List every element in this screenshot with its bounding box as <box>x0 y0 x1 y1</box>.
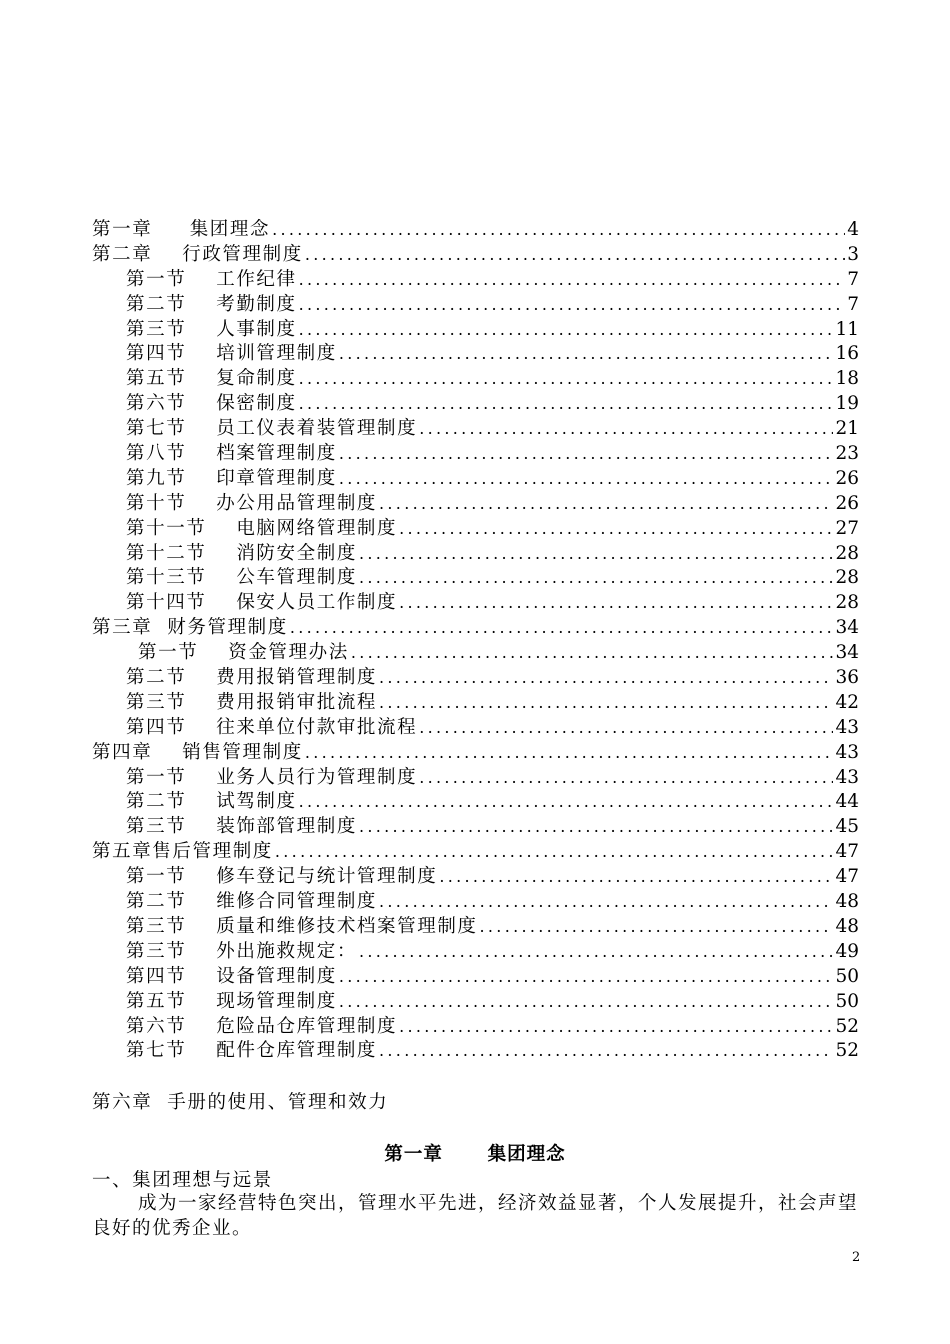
toc-entry-title: 第一章 集团理念 <box>92 219 271 240</box>
chapter-six-title: 第六章 手册的使用、管理和效力 <box>92 1092 389 1113</box>
toc-entry-title: 第九节 印章管理制度 <box>126 467 337 489</box>
toc-entry-title: 第一节 业务人员行为管理制度 <box>126 766 418 788</box>
toc-entry[interactable] <box>92 915 859 940</box>
toc-entry-page: 52 <box>835 1015 859 1037</box>
toc-leader-dots <box>419 766 833 791</box>
toc-leader-dots <box>379 1039 833 1064</box>
toc-entry-page: 48 <box>835 891 859 913</box>
toc-entry-title: 第十四节 保安人员工作制度 <box>126 592 398 614</box>
toc-leader-dots <box>379 492 833 517</box>
toc-leader-dots <box>379 890 833 915</box>
toc-entry[interactable] <box>92 890 859 915</box>
toc-entry-page: 34 <box>835 642 859 664</box>
toc-entry-title: 第六节 保密制度 <box>126 393 297 415</box>
toc-leader-dots <box>299 293 846 318</box>
toc-entry-page: 50 <box>835 990 859 1012</box>
toc-entry[interactable] <box>92 392 859 417</box>
toc-entry[interactable] <box>92 367 859 392</box>
toc-leader-dots <box>399 1015 833 1040</box>
toc-entry-title: 第十二节 消防安全制度 <box>126 542 357 564</box>
toc-leader-dots <box>299 318 834 343</box>
toc-entry-page: 7 <box>847 268 859 290</box>
toc-entry[interactable] <box>92 815 859 840</box>
toc-entry[interactable] <box>92 467 859 492</box>
toc-entry-title: 第八节 档案管理制度 <box>126 443 337 465</box>
toc-entry[interactable] <box>92 492 859 517</box>
toc-leader-dots <box>299 268 846 293</box>
toc-leader-dots <box>275 840 834 865</box>
toc-entry-page: 47 <box>835 841 859 863</box>
toc-entry[interactable] <box>92 293 859 318</box>
toc-leader-dots <box>339 442 834 467</box>
toc-entry-title: 第二节 试驾制度 <box>126 791 297 813</box>
toc-entry-page: 48 <box>835 915 859 937</box>
toc-leader-dots <box>339 342 834 367</box>
toc-entry-title: 第二节 费用报销管理制度 <box>126 667 378 689</box>
toc-leader-dots <box>419 417 833 442</box>
toc-entry-title: 第一节 资金管理办法 <box>138 642 349 664</box>
toc-entry-page: 42 <box>835 691 859 713</box>
toc-entry-page: 7 <box>847 293 859 315</box>
toc-entry[interactable] <box>92 840 859 865</box>
toc-entry-title: 第二节 维修合同管理制度 <box>126 891 378 913</box>
toc-entry-page: 49 <box>835 940 859 962</box>
toc-entry[interactable] <box>92 716 859 741</box>
toc-entry-title: 第三节 装饰部管理制度 <box>126 816 357 838</box>
toc-leader-dots <box>290 616 834 641</box>
toc-leader-dots <box>359 542 834 567</box>
toc-entry-title: 第四节 培训管理制度 <box>126 343 337 365</box>
toc-entry-title: 第五节 现场管理制度 <box>126 990 337 1012</box>
toc-leader-dots <box>299 367 834 392</box>
toc-entry[interactable] <box>92 318 859 343</box>
chapter-heading: 第一章 集团理念 <box>384 1144 566 1165</box>
toc-entry[interactable] <box>92 342 859 367</box>
toc-leader-dots <box>299 392 834 417</box>
toc-entry[interactable] <box>92 741 859 766</box>
toc-entry-page: 47 <box>835 866 859 888</box>
toc-entry-title: 第三节 人事制度 <box>126 318 297 340</box>
toc-leader-dots <box>439 865 833 890</box>
toc-entry-page: 28 <box>835 542 859 564</box>
toc-entry[interactable] <box>92 940 859 965</box>
toc-entry[interactable] <box>92 790 859 815</box>
toc-entry-page: 27 <box>835 517 859 539</box>
toc-entry-title: 第一节 修车登记与统计管理制度 <box>126 866 438 888</box>
toc-entry-page: 16 <box>835 343 859 365</box>
toc-entry-title: 第一节 工作纪律 <box>126 268 297 290</box>
toc-entry-title: 第十节 办公用品管理制度 <box>126 492 378 514</box>
toc-leader-dots <box>379 666 833 691</box>
toc-entry[interactable] <box>92 865 859 890</box>
toc-entry-title: 第二节 考勤制度 <box>126 293 297 315</box>
toc-entry[interactable] <box>92 990 859 1015</box>
toc-entry-title: 第七节 配件仓库管理制度 <box>126 1040 378 1062</box>
toc-entry-title: 第五章售后管理制度 <box>92 841 273 863</box>
body-paragraph: 成为一家经营特色突出，管理水平先进，经济效益显著，个人发展提升，社会声望良好的优秀企业。 <box>92 1193 859 1239</box>
toc-entry[interactable] <box>92 1039 859 1064</box>
toc-leader-dots <box>299 790 834 815</box>
toc-leader-dots <box>379 691 833 716</box>
toc-entry[interactable] <box>92 1015 859 1040</box>
toc-entry-title: 第十三节 公车管理制度 <box>126 567 357 589</box>
toc-entry-title: 第二章 行政管理制度 <box>92 243 303 265</box>
toc-entry[interactable] <box>92 218 859 243</box>
toc-entry-title: 第四章 销售管理制度 <box>92 741 303 763</box>
toc-entry-page: 18 <box>835 368 859 390</box>
toc-entry-page: 4 <box>847 219 859 240</box>
toc-leader-dots <box>359 940 834 965</box>
toc-entry[interactable] <box>92 542 859 567</box>
toc-entry[interactable] <box>92 417 859 442</box>
toc-entry-page: 11 <box>835 318 859 340</box>
toc-entry-title: 第六节 危险品仓库管理制度 <box>126 1015 398 1037</box>
toc-entry-title: 第十一节 电脑网络管理制度 <box>126 517 398 539</box>
toc-entry-page: 52 <box>835 1040 859 1062</box>
toc-entry-page: 34 <box>835 617 859 639</box>
toc-entry-page: 43 <box>835 766 859 788</box>
toc-leader-dots <box>399 591 833 616</box>
toc-leader-dots <box>351 641 834 666</box>
toc-entry-page: 50 <box>835 965 859 987</box>
toc-entry-title: 第五节 复命制度 <box>126 368 297 390</box>
toc-entry-page: 26 <box>835 467 859 489</box>
toc-entry[interactable] <box>92 243 859 268</box>
toc-entry-page: 28 <box>835 592 859 614</box>
toc-leader-dots <box>419 716 833 741</box>
toc-entry[interactable] <box>92 691 859 716</box>
toc-leader-dots <box>305 243 845 268</box>
toc-entry-page: 23 <box>835 443 859 465</box>
toc-entry[interactable] <box>92 766 859 791</box>
toc-entry[interactable] <box>92 442 859 467</box>
toc-entry-title: 第七节 员工仪表着装管理制度 <box>126 418 418 440</box>
toc-entry-page: 43 <box>835 716 859 738</box>
toc-leader-dots <box>359 815 834 840</box>
section-title: 一、集团理想与远景 <box>92 1170 273 1191</box>
toc-entry-page: 3 <box>847 243 859 265</box>
toc-entry[interactable] <box>92 965 859 990</box>
toc-entry-title: 第四节 设备管理制度 <box>126 965 337 987</box>
toc-leader-dots <box>359 566 834 591</box>
toc-entry-page: 26 <box>835 492 859 514</box>
toc-entry-page: 19 <box>835 393 859 415</box>
toc-entry-page: 43 <box>835 741 859 763</box>
toc-entry-page: 28 <box>835 567 859 589</box>
toc-leader-dots <box>339 965 834 990</box>
toc-entry-title: 第三节 质量和维修技术档案管理制度 <box>126 915 478 937</box>
toc-entry[interactable] <box>92 616 859 641</box>
toc-entry-page: 21 <box>835 418 859 440</box>
toc-leader-dots <box>305 741 834 766</box>
toc-entry-title: 第四节 往来单位付款审批流程 <box>126 716 418 738</box>
toc-entry-title: 第三节 外出施救规定： <box>126 940 357 962</box>
toc-entry[interactable] <box>92 517 859 542</box>
toc-entry-page: 44 <box>835 791 859 813</box>
toc-entry[interactable] <box>92 268 859 293</box>
toc-entry-title: 第三章 财务管理制度 <box>92 617 288 639</box>
table-of-contents <box>92 218 859 1064</box>
toc-entry[interactable] <box>92 666 859 691</box>
toc-entry[interactable] <box>92 566 859 591</box>
toc-entry-title: 第三节 费用报销审批流程 <box>126 691 378 713</box>
toc-leader-dots <box>272 218 845 243</box>
toc-leader-dots <box>399 517 833 542</box>
toc-leader-dots <box>339 990 834 1015</box>
toc-entry-page: 45 <box>835 816 859 838</box>
toc-entry-page: 36 <box>835 667 859 689</box>
toc-leader-dots <box>480 915 834 940</box>
toc-entry[interactable] <box>92 591 859 616</box>
toc-leader-dots <box>339 467 834 492</box>
page-number: 2 <box>852 1250 861 1265</box>
toc-entry[interactable] <box>92 641 859 666</box>
